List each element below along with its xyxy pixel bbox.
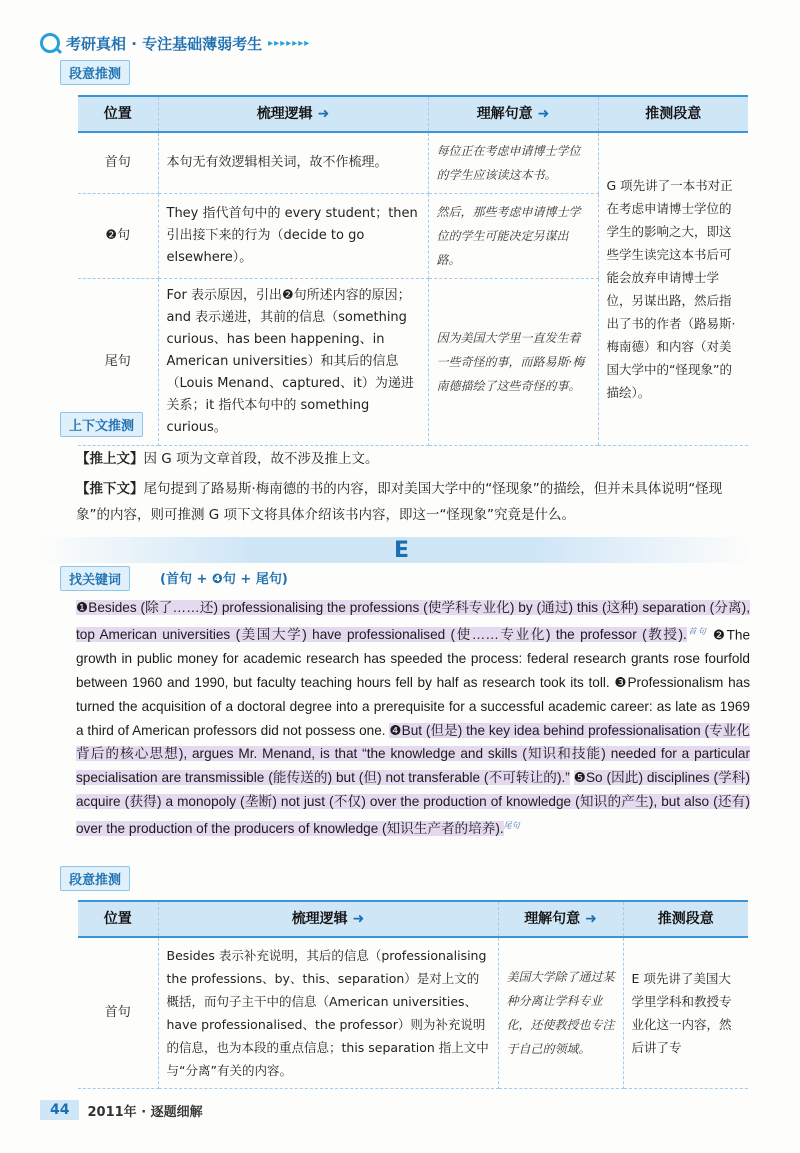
col-header-position: 位置 <box>78 96 158 132</box>
row-meaning: 美国大学除了通过某种分离让学科专业化，还使教授也专注于自己的领域。 <box>498 937 623 1089</box>
row-guess: E 项先讲了美国大学里学科和教授专业化这一内容，然后讲了专 <box>623 937 748 1089</box>
col-header-meaning: 理解句意 ➜ <box>498 901 623 937</box>
col-header-guess: 推测段意 <box>623 901 748 937</box>
footer-text: 2011年 · 逐题细解 <box>87 1104 203 1120</box>
sentence-5: ❺So (因此) disciplines (学科) acquire (获得) a monopoly (垄断) not just (不仅) over the production of knowledge (知识的产生), but also (还有) over the production of the producers of knowledge (知识生产者的培养). <box>76 770 750 837</box>
row-logic: For 表示原因，引出❷句所述内容的原因；and 表示递进，其前的信息（something curious、has been happening、in American universities）和其后的信息（Louis Menand、captured、it）为递进关系；it 指代本句中的 something curious。 <box>158 279 428 446</box>
context-next <box>76 476 750 528</box>
row-position: 首句 <box>78 132 158 194</box>
analysis-table-2 <box>78 900 748 1089</box>
section-tag-paragraph-guess-2: 段意推测 <box>60 866 130 891</box>
row-logic: They 指代首句中的 every student；then 引出接下来的行为（decide to go elsewhere）。 <box>158 194 428 279</box>
analysis-table-1 <box>78 95 748 446</box>
row-position: ❷句 <box>78 194 158 279</box>
sentence-4: ❹But (但是) the key idea behind professionalisation (专业化背后的核心思想), argues Mr. Menand, is that “the knowledge and skills (知识和技能) needed for a particular specialisation are transmissible (能传送的) but (但) not transferable (不可转让的).” <box>76 722 750 786</box>
context-prev-text: 因 G 项为文章首段，故不涉及推上文。 <box>143 451 379 467</box>
row-position: 尾句 <box>78 279 158 446</box>
note-last-sentence: 尾句 <box>503 820 520 830</box>
header-title: 考研真相 · 专注基础薄弱考生 <box>66 34 263 53</box>
arrow-right-icon: ➜ <box>585 911 597 927</box>
arrow-right-icon: ➜ <box>537 106 550 122</box>
sentence-2-3: ❷The growth in public money for academic research has speeded the process: federal research grants rose fourfold between 1960 and 1990, but faculty teaching hours fell by half as research took its toll. ❸Professionalism has turned the acquisition of a doctoral degree into a prerequisite for a successful academic career: as late as 1969 a third of American professors did not possess one. <box>76 627 750 738</box>
context-prev <box>76 446 750 472</box>
context-prev-label: 【推上文】 <box>76 451 144 467</box>
sentence-1: ❶Besides (除了……还) professionalising the professions (使学科专业化) by (通过) this (这种) separation (分离), top American universities (美国大学) have professionalised (使……专业化) the professor (教授). <box>76 600 750 643</box>
page-number: 44 <box>40 1100 79 1120</box>
section-tag-paragraph-guess: 段意推测 <box>60 60 130 85</box>
arrow-right-icon: ➜ <box>317 106 330 122</box>
header-arrows: ▸▸▸▸▸▸▸ <box>268 37 311 49</box>
col-header-logic: 梳理逻辑 ➜ <box>158 96 428 132</box>
col-header-position: 位置 <box>78 901 158 937</box>
row-position: 首句 <box>78 937 158 1089</box>
row-logic: Besides 表示补充说明，其后的信息（professionalising the professions、by、this、separation）是对上文的概括，而句子主干中的信息（American universities、have professionalised、the professor）则为补充说明的信息，也为本段的重点信息；this separation 指上文中与“分离”有关的内容。 <box>158 937 498 1089</box>
context-next-label: 【推下文】 <box>76 481 144 497</box>
magnifier-logo-icon <box>40 33 60 53</box>
row-guess: G 项先讲了一本书对正在考虑申请博士学位的学生的影响之大，即这些学生读完这本书后可能会放弃申请博士学位，另谋出路，然后指出了书的作者（路易斯·梅南德）和内容（对美国大学中的“怪现象”的描绘）。 <box>598 132 748 446</box>
col-header-guess: 推测段意 <box>598 96 748 132</box>
context-next-text: 尾句提到了路易斯·梅南德的书的内容，即对美国大学中的“怪现象”的描绘，但并未具体说明“怪现象”的内容，则可推测 G 项下文将具体介绍该书内容，即这一“怪现象”究竟是什么。 <box>76 481 723 523</box>
row-meaning: 每位正在考虑申请博士学位的学生应该读这本书。 <box>428 132 598 194</box>
col-header-logic: 梳理逻辑 ➜ <box>158 901 498 937</box>
section-tag-context: 上下文推测 <box>60 412 143 437</box>
section-tag-keywords: 找关键词 <box>60 566 130 591</box>
arrow-right-icon: ➜ <box>352 911 365 927</box>
article-paragraph-e <box>76 596 750 841</box>
col-header-meaning: 理解句意 ➜ <box>428 96 598 132</box>
keywords-hint: (首句 + ❹句 + 尾句) <box>160 572 288 587</box>
section-e-letter: E <box>394 538 410 563</box>
row-meaning: 然后，那些考虑申请博士学位的学生可能决定另谋出路。 <box>428 194 598 279</box>
page-footer <box>40 1100 203 1120</box>
note-first-sentence: 首句 <box>686 626 708 636</box>
row-meaning: 因为美国大学里一直发生着一些奇怪的事，而路易斯·梅南德描绘了这些奇怪的事。 <box>428 279 598 446</box>
row-logic: 本句无有效逻辑相关词，故不作梳理。 <box>158 132 428 194</box>
page-header <box>40 30 310 56</box>
